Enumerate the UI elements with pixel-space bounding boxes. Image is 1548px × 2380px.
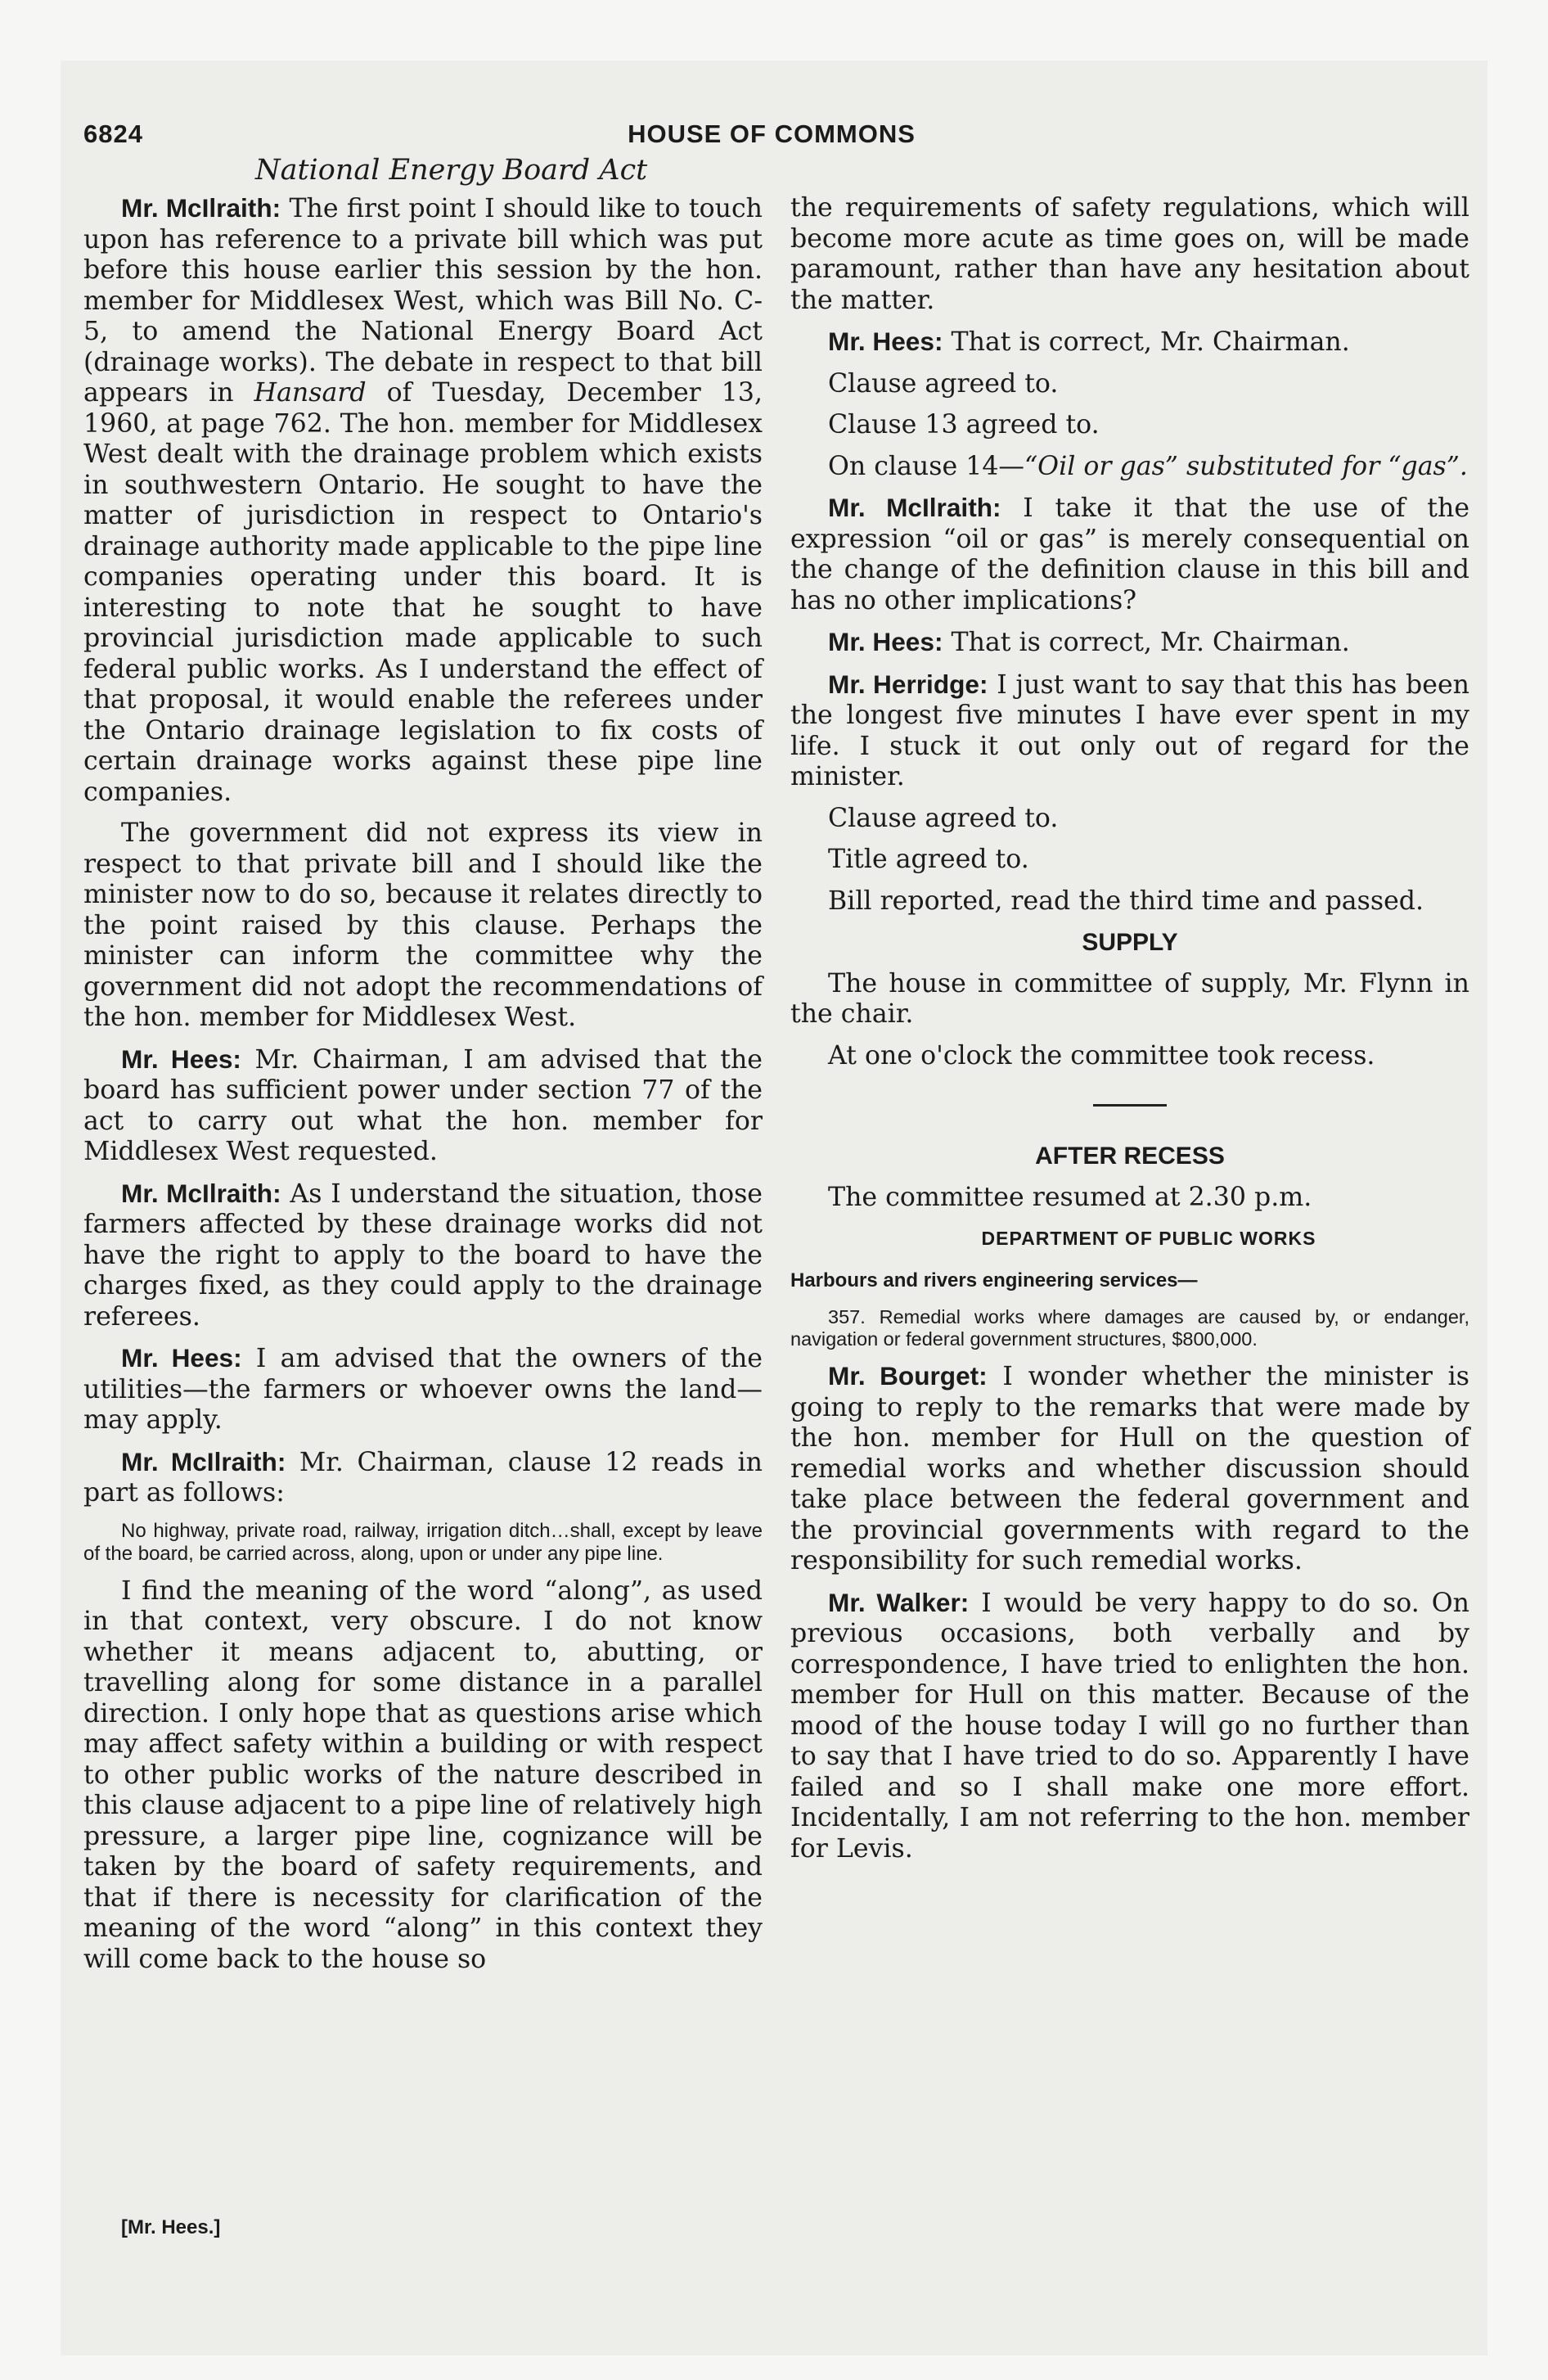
speaker-name: Mr. Bourget:: [828, 1361, 988, 1391]
paragraph-text: I would be very happy to do so. On previous occasions, both verbally and by correspondence, I have tried to enlighten the hon. member for Hull on this matter. Because of the mood of the house today I will go no further than to say that I have tried to do so. Apparently I have failed and so I shall make one more effort. Incidentally, I am not referring to the hon. member for Levis.: [790, 1588, 1469, 1864]
paragraph-text: I am advised that the owners of the utilities—the farmers or whoever owns the land—may apply.: [83, 1344, 763, 1435]
paragraph: Title agreed to.: [828, 845, 1029, 874]
supply-heading: SUPPLY: [1082, 929, 1178, 956]
speaker-name: Mr. Herridge:: [828, 669, 988, 699]
block-quote: No highway, private road, railway, irrigation ditch…shall, except by leave of the board, be carried across, along, upon or under any pipe line.: [83, 1519, 763, 1565]
paragraph: the requirements of safety regulations, which will become more acute as time goes on, will be made paramount, rather than have any hesitation about the matter.: [790, 193, 1469, 315]
speaker-name: Mr. McIlraith:: [828, 493, 1001, 522]
journal-title: HOUSE OF COMMONS: [628, 119, 916, 148]
paragraph: Clause agreed to.: [828, 803, 1059, 833]
paragraph: [83, 1343, 763, 1436]
paragraph: [83, 193, 763, 808]
speaker-name: Mr. McIlraith:: [121, 1446, 286, 1476]
running-head: [83, 113, 1460, 154]
speaker-footer-tag: [Mr. Hees.]: [121, 2216, 221, 2238]
paragraph: [790, 327, 1469, 358]
italic-text: Hansard: [254, 378, 367, 408]
speaker-name: Mr. Walker:: [828, 1587, 970, 1617]
paragraph: [790, 669, 1469, 793]
speaker-name: Mr. Hees:: [121, 1343, 242, 1373]
page-number: 6824: [83, 119, 143, 148]
paragraph: The house in committee of supply, Mr. Flynn in the chair.: [790, 968, 1469, 1029]
italic-text: “Oil or gas” substituted for “gas”.: [1024, 451, 1468, 481]
vote-item: 357. Remedial works where damages are caused by, or endanger, navigation or federal government structures, $800,000.: [790, 1306, 1469, 1350]
paragraph-text: I take it that the use of the expression “oil or gas” is merely consequential on the change of the definition clause in this bill and has no other implications?: [790, 494, 1470, 615]
section-divider: [1093, 1104, 1167, 1107]
paragraph-text: That is correct, Mr. Chairman.: [951, 628, 1350, 657]
paragraph: [790, 1588, 1469, 1865]
paragraph: [790, 627, 1469, 659]
speaker-name: Mr. Hees:: [828, 327, 943, 356]
speaker-name: Mr. Hees:: [828, 627, 943, 656]
speaker-name: Mr. McIlraith:: [121, 193, 281, 223]
paragraph: At one o'clock the committee took recess.: [828, 1040, 1375, 1071]
paragraph: [83, 1044, 763, 1168]
paragraph: [83, 1179, 763, 1333]
paragraph-text: Mr. Chairman, clause 12 reads in part as follows:: [83, 1447, 763, 1508]
paragraph-text: I just want to say that this has been the longest five minutes I have ever spent in my life. I stuck it out only out of regard for the minister.: [790, 669, 1470, 791]
paragraph: [790, 493, 1469, 616]
speaker-name: Mr. McIlraith:: [121, 1178, 281, 1208]
section-heading: National Energy Board Act: [255, 154, 648, 187]
paragraph-text: of Tuesday, December 13, 1960, at page 762. The hon. member for Middlesex West dealt with the drainage problem which exists in southwestern Ontario. He sought to have the matter of jurisdiction in respect to Ontario's drainage authority made applicable to the pipe line companies operating under this board. It is interesting to note that he sought to have provincial jurisdiction made applicable to such federal public works. As I understand the effect of that proposal, it would enable the referees under the Ontario drainage legislation to fix costs of certain drainage works against these pipe line companies.: [83, 378, 763, 807]
right-column: [790, 193, 1469, 1875]
paragraph-text: The first point I should like to touch upon has reference to a private bill which was put before this house earlier this session by the hon. member for Middlesex West, which was Bill No. C-5, to amend the National Energy Board Act (drainage works). The debate in respect to that bill appears in: [83, 194, 763, 408]
after-recess-heading: AFTER RECESS: [1035, 1143, 1225, 1170]
paragraph-text: That is correct, Mr. Chairman.: [951, 327, 1350, 357]
paragraph-text: As I understand the situation, those farmers affected by these drainage works did not have the right to apply to the board to have the charges fixed, as they could apply to the drainage referees.: [83, 1179, 763, 1332]
paragraph: The committee resumed at 2.30 p.m.: [828, 1182, 1312, 1212]
paragraph: The government did not express its view in respect to that private bill and I should like the minister now to do so, because it relates directly to the point raised by this clause. Perhaps the minister can inform the committee why the government did not adopt the recommendations of the hon. member for Middlesex West.: [83, 818, 763, 1032]
paragraph: [790, 1361, 1469, 1577]
paragraph: Clause 13 agreed to.: [828, 410, 1100, 439]
paragraph: Bill reported, read the third time and passed.: [828, 886, 1424, 916]
paragraph-text: On clause 14—: [828, 451, 1025, 481]
paragraph: [790, 452, 1469, 483]
paragraph-text: I wonder whether the minister is going to reply to the remarks that were made by the hon. member for Hull on the question of remedial works and whether discussion should take place between the federal government and the provincial governments with regard to the responsibility for such remedial works.: [790, 1362, 1469, 1575]
paragraph: [83, 1447, 763, 1509]
vote-subheading: Harbours and rivers engineering services—: [790, 1269, 1198, 1291]
paragraph: I find the meaning of the word “along”, as used in that context, very obscure. I do not know whether it means adjacent to, abutting, or travelling along for some distance in a parallel direction. I only hope that as questions arise which may affect safety within a building or with respect to other public works of the nature described in this clause adjacent to a pipe line of relatively high pressure, a larger pipe line, cognizance will be taken by the board of safety requirements, and that if there is necessity for clarification of the meaning of the word “along” in this context they will come back to the house so: [83, 1575, 763, 1974]
paragraph: Clause agreed to.: [828, 368, 1059, 399]
speaker-name: Mr. Hees:: [121, 1044, 241, 1074]
left-column: [83, 193, 763, 1986]
paragraph-text: Mr. Chairman, I am advised that the board has sufficient power under section 77 of the act to carry out what the hon. member for Middlesex West requested.: [83, 1044, 763, 1166]
department-heading: DEPARTMENT OF PUBLIC WORKS: [981, 1228, 1316, 1249]
